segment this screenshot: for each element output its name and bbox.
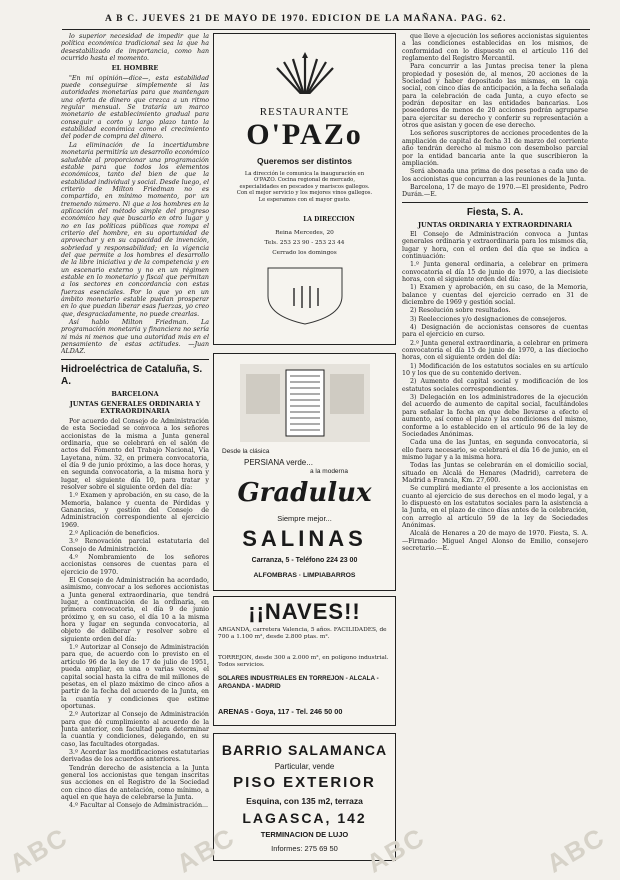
notice-paragraph: Todas las Juntas se celebrarán en el domicilio social, situado en Alcalá de Henares (Madrid), carretera de Madrid a Francia, Km. 27,600. xyxy=(402,462,588,484)
article-paragraph: La eliminación de la incertidumbre monetaria permitiría un desarrollo económico saludable al proporcionar una programación estable para que todos los elementos económicos, tanto del bien de que la estabilidad individual y social. Desde luego, el criterio de Milton Friedman no es compartido, en mínimo momento, por un tremendo número. Ni que a los hombres en la aplicación del método simple del progreso económico hay que buscarlo en otro lugar y no en las políticas públicas que rompa el criterio del hombre, en su oportunidad de aprovechar y en su capacidad de invención, sobriedad y responsabilidad; en la vigencia del que permite a los hombres el desarrollo de la libre iniciativa y de la competencia y en un escenario externo y no en un régimen estable en lo monetario y fiscal que permitan a los sectores en concordancia con estas fuerzas esenciales. Por lo que yo en un ámbito monetario estable puedan prosperar en lo que puedan liberar esas fuerzas, yo creo que, desgraciadamente, no puede crearlas. xyxy=(61,141,209,318)
barrio-title: BARRIO SALAMANCA xyxy=(221,742,388,758)
persiana-line3: a la moderna xyxy=(310,468,348,475)
watermark: ABC xyxy=(541,821,611,879)
notice-paragraph: 4) Designación de accionistas censores de cuentas para el ejercicio en curso. xyxy=(402,324,588,339)
window-shutter-illustration-icon xyxy=(240,364,370,442)
persiana-products: ALFOMBRAS · LIMPIABARROS xyxy=(253,572,356,579)
persiana-brand: Gradulux xyxy=(237,478,372,508)
restaurant-ad xyxy=(213,33,396,345)
barrio-line4: LAGASCA, 142 xyxy=(242,810,367,826)
notice-paragraph: 1.º Autorizar al Consejo de Administración para que, de acuerdo con lo previsto en el artículo 96 de la ley de 17 de julio de 1951, pueda ampliar, en una o varias veces, el capital social hasta la cifra de mil millones de pesetas, en el plazo máximo de cinco años a partir de la fecha del acuerdo de la Junta, en la cuantía y condiciones que estime oportunas. xyxy=(61,644,209,710)
column-right xyxy=(402,33,588,859)
restaurant-hours: Cerrado los domingos xyxy=(272,250,337,256)
notice-title: Fiesta, S. A. xyxy=(466,206,524,218)
notice-paragraph: 3) Reelecciones y/o designaciones de consejeros. xyxy=(410,315,567,323)
persiana-ad xyxy=(213,353,396,591)
article-intro: lo superior necesidad de impedir que la política económica tradicional sea la que ha desestabilizado de importancia, como han ocurrido hasta el momento. xyxy=(61,33,209,63)
naves-line4: ARENAS - Goya, 117 - Tel. 246 50 00 xyxy=(218,707,343,716)
notice-paragraph: que lleve a ejecución los señores accionistas siguientes a las condiciones establecidas en los mismos, de conformidad con lo dispuesto en el artículo 116 del reglamento del Registro Mercantil. xyxy=(402,33,588,63)
notice-paragraph: 2) Aumento del capital social y modificación de los estatutos sociales correspondientes. xyxy=(402,378,588,393)
section-heading: EL HOMBRE xyxy=(111,64,159,73)
notice-paragraph: 1.º Junta general ordinaria, a celebrar en primera convocatoria el día 15 de junio de 1970, a las diecisiete horas, con el siguiente orden del día: xyxy=(402,261,588,283)
persiana-line2: PERSIANA verde... xyxy=(244,458,313,467)
barrio-line5: TERMINACION DE LUJO xyxy=(260,830,349,839)
persiana-address: Carranza, 5 - Teléfono 224 23 00 xyxy=(251,557,358,564)
barrio-line1: Particular, vende xyxy=(274,762,335,771)
restaurant-label: RESTAURANTE xyxy=(259,106,350,118)
notice-paragraph: Cada una de las Juntas, en segunda convocatoria, si ello fuera necesario, se celebrará el día 16 de junio, en el mismo lugar y a la misma hora. xyxy=(402,439,588,461)
naves-title: ¡¡NAVES!! xyxy=(248,599,361,624)
restaurant-tagline: Queremos ser distintos xyxy=(257,156,352,166)
notice-city: BARCELONA xyxy=(111,389,159,398)
notice-paragraph: Para concurrir a las Juntas precisa tener la plena propiedad y posesión de, al menos, 20 acciones de la Sociedad y haber depositado las mismas, en la caja social, con cinco días de anticipación, a la fecha señalada para la celebración de cada Junta, a cuyo efecto se podrán depositar en las entidades bancarias. Los poseedores de menos de 20 acciones podrán agruparse para ejercitar su derecho y conferir su representación a otros que asistan y gocen de ese derecho. xyxy=(402,63,588,130)
persiana-shop: SALINAS xyxy=(242,526,367,551)
notice-title: Hidroeléctrica de Cataluña, S. A. xyxy=(61,363,203,387)
restaurant-name: O'PAZo xyxy=(246,118,363,151)
sunburst-logo-icon xyxy=(269,48,341,104)
notice-paragraph: Por acuerdo del Consejo de Administración de esta Sociedad se convoca a los señores accionistas de la misma a Junta general ordinaria, que se celebrará en el salón de actos del Fomento del Trabajo Nacional, Vía Layetana, núm. 32, en primera convocatoria, el día 9 de junio próximo, a las doce horas, y en segunda convocatoria, a la misma hora y lugar, el siguiente día 10, para tratar y resolver sobre el siguiente orden del día: xyxy=(61,417,209,491)
notice-paragraph: Alcalá de Henares a 20 de mayo de 1970. Fiesta, S. A.—Firmado: Miguel Angel Alonso de Emilio, consejero secretario.—E. xyxy=(402,530,588,552)
notice-paragraph: 2) Resolución sobre resultados. xyxy=(410,307,511,315)
notice-paragraph: Será abonada una prima de dos pesetas a cada uno de los accionistas que concurran a las reuniones de la Junta. xyxy=(402,168,588,183)
watermark: ABC xyxy=(171,821,241,879)
notice-paragraph: Los señores suscriptores de acciones procedentes de la ampliación de capital de fecha 31 de marzo del corriente año tendrán derecho al mismo con desembolso parcial por la entidad bancaria ante la que suscribieron la ampliación. xyxy=(402,130,588,167)
naves-line3: SOLARES INDUSTRIALES EN TORREJON - ALCALA - ARGANDA - MADRID xyxy=(218,675,379,690)
watermark: ABC xyxy=(4,821,74,879)
notice-subheading: JUNTAS ORDINARIA Y EXTRAORDINARIA xyxy=(417,220,573,229)
header-rule xyxy=(62,29,590,30)
barrio-salamanca-ad xyxy=(213,733,396,861)
notice-paragraph: El Consejo de Administración ha acordado, asimismo, convocar a los señores accionistas a Junta general extraordinaria, que tendrá lugar, a continuación de la ordinaria, en primera convocatoria, el día 9 de junio próximo y, en su caso, el día 10 a la misma hora y lugar en segunda convocatoria, al objeto de deliberar y resolver sobre el siguiente orden del día: xyxy=(61,577,209,643)
notice-paragraph: 4.º Facultar al Consejo de Administración... xyxy=(69,802,209,810)
notice-paragraph: 3) Delegación en los administradores de la ejecución del acuerdo de aumento de capital social, facultándoles para señalar la fecha en que debe llevarse a efecto el aumento, así como el plazo y las condiciones del mismo, conforme a lo establecido en el artículo 96 de la ley de Sociedades Anónimas. xyxy=(402,394,588,438)
notice-paragraph: 2.º Autorizar al Consejo de Administración para que dé cumplimiento al acuerdo de la Junta anterior, con facultad para determinar la cuantía y condiciones, delegando, en su caso, las facultades otorgadas. xyxy=(61,711,209,748)
restaurant-emblem-icon xyxy=(266,266,344,326)
naves-ad xyxy=(213,596,396,726)
watermark: ABC xyxy=(361,821,431,879)
persiana-slogan: Siempre mejor... xyxy=(277,514,332,523)
notice-paragraph: 1.º Examen y aprobación, en su caso, de la Memoria, balance y cuenta de Pérdidas y Ganancias, y gestión del Consejo de Administración correspondiente al ejercicio 1969. xyxy=(61,492,209,529)
notice-subheading: JUNTAS GENERALES ORDINARIA Y EXTRAORDINARIA xyxy=(69,400,201,416)
notice-paragraph: Se cumplirá mediante el presente a los accionistas en cuanto al ejercicio de sus derechos en el modo legal, y a lo dispuesto en los estatutos sociales para la asistencia a la Junta, en el plazo de cinco días antes de la celebración, con arreglo al artículo 59 de la ley de Sociedades Anónimas. xyxy=(402,485,588,529)
notice-paragraph: 1) Examen y aprobación, en su caso, de la Memoria, balance y cuentas del ejercicio cerrado en 31 de diciembre de 1969 y gestión social. xyxy=(402,284,588,306)
notice-paragraph: 2.º Aplicación de beneficios. xyxy=(69,529,160,537)
notice-paragraph: Tendrán derecho de asistencia a la Junta general los accionistas que tengan inscritas sus acciones en el Registro de la Sociedad con cinco días de antelación, como mínimo, a aquel en que haya de celebrarse la Junta. xyxy=(61,764,209,801)
notice-paragraph: 2.º Junta general extraordinaria, a celebrar en primera convocatoria el día 15 de junio de 1970, a las dieciocho horas, con el siguiente orden del día: xyxy=(402,339,588,362)
notice-paragraph: 1) Modificación de los estatutos sociales en su artículo 10 y los que de su contenido deriven. xyxy=(402,362,588,378)
notice-paragraph: Barcelona, 17 de mayo de 1970.—El presidente, Pedro Durán.—E. xyxy=(402,183,588,199)
notice-paragraph: 3.º Renovación parcial estatutaria del Consejo de Administración. xyxy=(61,538,209,553)
notice-paragraph: El Consejo de Administración convoca a Juntas generales ordinaria y extraordinaria para los mismos día, lugar y hora, con el orden del día que se indica a continuación: xyxy=(402,230,588,260)
ads-column xyxy=(213,33,396,859)
restaurant-body: La dirección le comunica la inauguración en O'PAZO. Cocina regional de mercado, especialidades en pescados y mariscos gallegos. Con el mejor servicio y los mejores vinos gallegos. Le esperamos con el mayor gusto. xyxy=(236,171,373,203)
restaurant-phone: Tels. 253 23 90 - 253 23 44 xyxy=(264,240,345,246)
article-paragraph: "En mi opinión—dice—, esta estabilidad puede conseguirse simplemente si las autoridades monetarias para que mantengan una oferta de dinero que crezca a un ritmo regular mensual. Se trataría un marco monetario de establecimiento gradual para conseguir a corto y largo plazo tanto la estabilidad económica como el crecimiento del poder de compra del dinero. xyxy=(61,74,209,141)
persiana-line1: Desde la clásica xyxy=(222,448,270,455)
restaurant-address: Reina Mercedes, 20 xyxy=(275,230,334,236)
naves-line1: ARGANDA, carretera Valencia, 5 años. FACILIDADES, de 700 a 1.100 m², desde 2.800 ptas. m². xyxy=(218,627,387,640)
column-left xyxy=(61,33,209,859)
notice-paragraph: 3.º Acordar las modificaciones estatutarias derivadas de los acuerdos anteriores. xyxy=(61,748,209,764)
barrio-line6: Informes: 275 69 50 xyxy=(271,844,338,853)
divider xyxy=(402,202,588,203)
barrio-line3: Esquina, con 135 m2, terraza xyxy=(246,796,363,806)
notice-paragraph: 4.º Nombramiento de los señores accionistas censores de cuentas para el ejercicio de 1970. xyxy=(61,554,209,576)
barrio-line2: PISO EXTERIOR xyxy=(233,774,376,791)
divider xyxy=(61,359,209,360)
naves-line2: TORREJON, desde 300 a 2.000 m², en polígono industrial. Todos servicios. xyxy=(218,655,389,668)
article-paragraph: Así hablo Milton Friedman. La programación monetaria y financiera no sería ni más ni menos que una autoridad más en el pensamiento de estas actitudes. —Juan ALDAZ. xyxy=(61,319,209,356)
header-text: A B C. JUEVES 21 DE MAYO DE 1970. EDICION DE LA MAÑANA. PAG. 62. xyxy=(105,14,507,24)
restaurant-signature: LA DIRECCION xyxy=(303,216,355,223)
